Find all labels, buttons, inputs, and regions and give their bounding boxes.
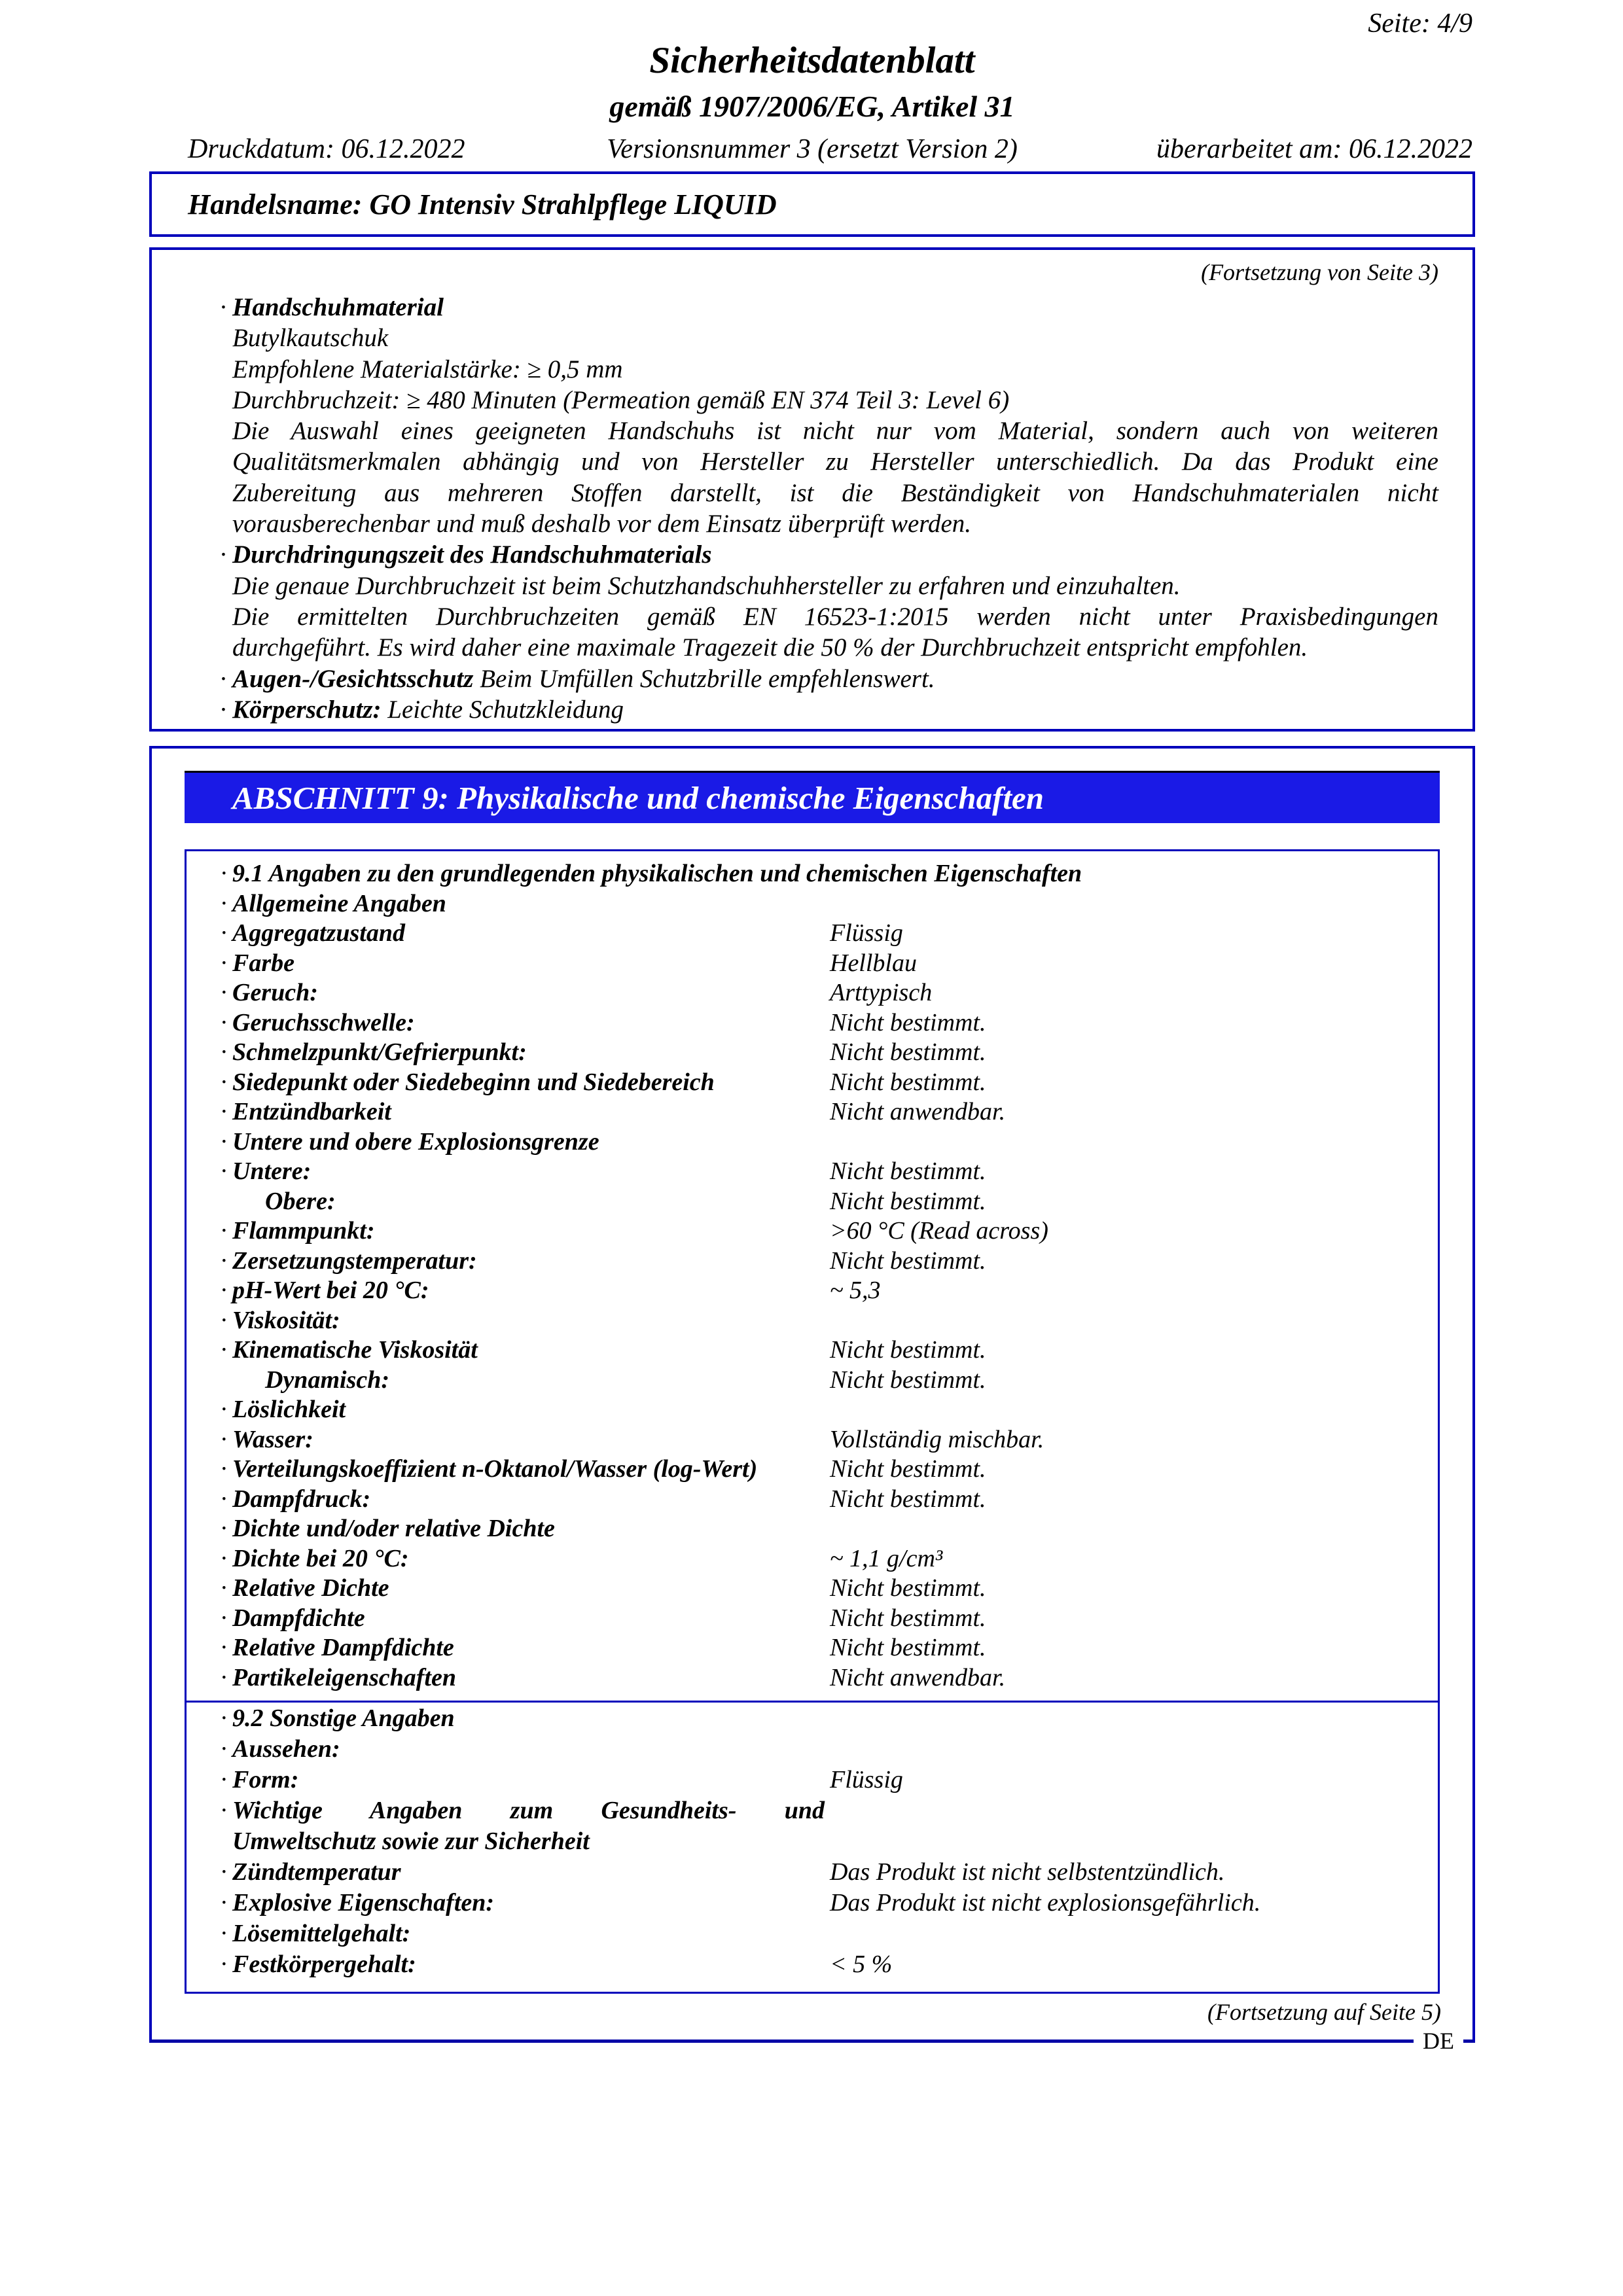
bullet-marker: ·	[221, 1038, 227, 1066]
property-label: Dampfdruck:	[232, 1485, 371, 1513]
bullet-marker: ·	[221, 1858, 227, 1886]
property-value: Das Produkt ist nicht explosionsgefährlich.	[830, 1889, 1261, 1916]
bullet-marker: ·	[221, 1735, 227, 1763]
line-text: Beim Umfüllen Schutzbrille empfehlenswert.	[473, 664, 935, 693]
bullet-marker: ·	[221, 1889, 227, 1916]
bullet-marker: ·	[220, 293, 226, 321]
property-row	[187, 1366, 1438, 1396]
property-label: 9.2 Sonstige Angaben	[232, 1704, 455, 1732]
line-label: Durchdringungszeit des Handschuhmaterials	[232, 540, 712, 569]
bullet-marker: ·	[221, 1396, 227, 1423]
document-title: Sicherheitsdatenblatt	[649, 40, 975, 81]
bullet-marker: ·	[220, 540, 226, 569]
text-line	[152, 571, 1472, 601]
property-label: Form:	[232, 1766, 299, 1793]
property-value: Nicht bestimmt.	[830, 1038, 986, 1066]
property-label: Relative Dampfdichte	[232, 1634, 454, 1661]
property-row	[187, 1246, 1438, 1277]
property-label: Untere:	[232, 1157, 312, 1185]
section-8-continuation-box	[149, 247, 1475, 732]
property-row	[187, 1765, 1438, 1795]
property-row	[187, 1703, 1438, 1734]
property-row	[187, 949, 1438, 979]
line-label: Handschuhmaterial	[232, 293, 444, 321]
property-label: Obere:	[265, 1187, 336, 1215]
property-value: Vollständig mischbar.	[830, 1425, 1044, 1453]
property-value: Arttypisch	[830, 979, 933, 1006]
bullet-marker: ·	[221, 889, 227, 917]
text-line	[152, 478, 1472, 508]
property-value: Nicht bestimmt.	[830, 1634, 986, 1661]
bullet-marker: ·	[221, 1098, 227, 1125]
property-value: Hellblau	[830, 949, 917, 977]
bullet-marker: ·	[221, 1951, 227, 1978]
property-row	[187, 1857, 1438, 1888]
property-row	[187, 978, 1438, 1008]
property-row	[187, 1425, 1438, 1455]
property-row	[187, 1888, 1438, 1918]
property-value: Nicht bestimmt.	[830, 1187, 986, 1215]
bullet-marker: ·	[221, 1425, 227, 1453]
property-label: Kinematische Viskosität	[232, 1336, 478, 1364]
property-value: Nicht bestimmt.	[830, 1455, 986, 1483]
continuation-to-note: (Fortsetzung auf Seite 5)	[1207, 1999, 1441, 2025]
property-label: Dampfdichte	[232, 1604, 365, 1632]
property-label: Lösemittelgehalt:	[232, 1920, 411, 1947]
line-label: Körperschutz:	[232, 695, 382, 724]
property-row	[187, 1455, 1438, 1485]
property-label: 9.1 Angaben zu den grundlegenden physikalischen und chemischen Eigenschaften	[232, 860, 1082, 887]
property-row	[187, 1127, 1438, 1157]
bullet-marker: ·	[221, 1515, 227, 1542]
bullet-marker: ·	[221, 1634, 227, 1661]
property-label: Aggregatzustand	[232, 919, 405, 947]
property-row	[187, 919, 1438, 949]
property-value: Nicht bestimmt.	[830, 1604, 986, 1632]
property-value: < 5 %	[830, 1951, 893, 1978]
bullet-marker: ·	[221, 919, 227, 947]
continuation-from-note: (Fortsetzung von Seite 3)	[1201, 259, 1438, 285]
bullet-marker: ·	[221, 1766, 227, 1793]
property-label: Zersetzungstemperatur:	[232, 1246, 477, 1275]
line-text: Die Auswahl eines geeigneten Handschuhs ist nicht nur vom Material, sondern auch von weiteren	[232, 417, 1438, 446]
text-line	[152, 385, 1472, 415]
bullet-marker: ·	[221, 1704, 227, 1732]
bullet-marker: ·	[221, 1246, 227, 1275]
property-label: Wasser:	[232, 1425, 313, 1453]
property-row	[187, 1216, 1438, 1246]
bullet-marker: ·	[221, 1127, 227, 1156]
property-value: Nicht bestimmt.	[830, 1068, 986, 1096]
property-label: Wichtige Angaben zum Gesundheits- und	[232, 1797, 825, 1824]
line-text: Empfohlene Materialstärke: ≥ 0,5 mm	[232, 355, 623, 383]
language-marker: DE	[1414, 2027, 1463, 2055]
property-value: Nicht bestimmt.	[830, 1246, 986, 1275]
trade-name-box	[149, 171, 1475, 237]
line-text: durchgeführt. Es wird daher eine maximale Tragezeit die 50 % der Durchbruchzeit entspricht empfohlen.	[232, 633, 1308, 662]
page-number: Seite: 4/9	[1368, 9, 1472, 39]
text-line	[152, 323, 1472, 353]
property-label: Geruchsschwelle:	[232, 1008, 415, 1036]
bullet-marker: ·	[221, 1485, 227, 1513]
subsection-9-1-box	[185, 849, 1440, 1703]
bullet-marker: ·	[221, 1217, 227, 1245]
property-value: Nicht bestimmt.	[830, 1336, 986, 1364]
property-row	[187, 1918, 1438, 1949]
property-row	[187, 1335, 1438, 1366]
property-row	[187, 1663, 1438, 1693]
property-label: Aussehen:	[232, 1735, 340, 1763]
text-line	[152, 694, 1472, 725]
property-row	[187, 1485, 1438, 1515]
line-text: Zubereitung aus mehreren Stoffen darstellt, ist die Beständigkeit von Handschuhmaterialen nicht	[232, 478, 1438, 507]
property-label: Partikeleigenschaften	[232, 1663, 456, 1691]
property-value: Nicht anwendbar.	[830, 1098, 1006, 1125]
bullet-marker: ·	[221, 860, 227, 887]
line-text: Durchbruchzeit: ≥ 480 Minuten (Permeation gemäß EN 374 Teil 3: Level 6)	[232, 385, 1010, 414]
property-label: Zündtemperatur	[232, 1858, 401, 1886]
property-row	[187, 889, 1438, 919]
bullet-marker: ·	[221, 1544, 227, 1572]
bullet-marker: ·	[221, 1157, 227, 1185]
bullet-marker: ·	[221, 1663, 227, 1691]
bullet-marker: ·	[221, 1277, 227, 1304]
property-row	[187, 1276, 1438, 1306]
text-line	[152, 415, 1472, 446]
property-row	[187, 1038, 1438, 1068]
text-line	[152, 292, 1472, 323]
text-line	[152, 539, 1472, 570]
property-row	[187, 1514, 1438, 1544]
property-value: ~ 1,1 g/cm³	[830, 1544, 943, 1572]
property-row	[187, 1097, 1438, 1127]
property-value: Nicht bestimmt.	[830, 1574, 986, 1602]
section-8-lines	[152, 292, 1472, 725]
bullet-marker: ·	[221, 979, 227, 1006]
property-label: Schmelzpunkt/Gefrierpunkt:	[232, 1038, 527, 1066]
property-value: Flüssig	[830, 919, 903, 947]
bullet-marker: ·	[220, 695, 226, 724]
property-label: Allgemeine Angaben	[232, 889, 446, 917]
subsection-9-2-box	[185, 1701, 1440, 1994]
property-label: Untere und obere Explosionsgrenze	[232, 1127, 599, 1156]
property-row	[187, 1574, 1438, 1604]
property-label: Siedepunkt oder Siedebeginn und Siedebereich	[232, 1068, 715, 1096]
property-value: Nicht anwendbar.	[830, 1663, 1006, 1691]
text-line	[152, 632, 1472, 663]
property-row	[187, 1949, 1438, 1980]
property-value: Nicht bestimmt.	[830, 1485, 986, 1513]
section-9-title: ABSCHNITT 9: Physikalische und chemische Eigenschaften	[232, 780, 1044, 816]
bullet-marker: ·	[221, 1797, 227, 1824]
property-row	[187, 1187, 1438, 1217]
text-line	[152, 663, 1472, 694]
line-text: Die ermittelten Durchbruchzeiten gemäß EN 16523-1:2015 werden nicht unter Praxisbedingungen	[232, 602, 1438, 631]
line-text: Qualitätsmerkmalen abhängig und von Hersteller zu Hersteller unterschiedlich. Da das Produkt eine	[232, 448, 1438, 476]
property-label: Viskosität:	[232, 1306, 340, 1334]
property-label: Relative Dichte	[232, 1574, 389, 1602]
line-text: Leichte Schutzkleidung	[381, 695, 624, 724]
property-value: Nicht bestimmt.	[830, 1366, 986, 1394]
property-row	[187, 1604, 1438, 1634]
bullet-marker: ·	[221, 1455, 227, 1483]
property-label: Geruch:	[232, 979, 318, 1006]
bullet-marker: ·	[221, 1306, 227, 1334]
property-label: Flammpunkt:	[232, 1217, 375, 1245]
line-text: Die genaue Durchbruchzeit ist beim Schutzhandschuhhersteller zu erfahren und einzuhalten.	[232, 571, 1181, 600]
property-value: Nicht bestimmt.	[830, 1008, 986, 1036]
document-subtitle: gemäß 1907/2006/EG, Artikel 31	[609, 90, 1015, 123]
property-row	[187, 1826, 1438, 1857]
property-label: Löslichkeit	[232, 1396, 346, 1423]
property-row	[187, 1544, 1438, 1574]
revision-date: überarbeitet am: 06.12.2022	[1156, 134, 1472, 164]
document-meta-row	[149, 133, 1475, 166]
property-row	[187, 1306, 1438, 1336]
text-line	[152, 446, 1472, 477]
property-value: Flüssig	[830, 1766, 903, 1793]
bullet-marker: ·	[221, 1008, 227, 1036]
line-text: vorausberechenbar und muß deshalb vor dem Einsatz überprüft werden.	[232, 510, 972, 539]
line-text: Butylkautschuk	[232, 324, 389, 353]
property-row	[187, 1068, 1438, 1098]
section-9-banner	[185, 771, 1440, 823]
property-label: Dichte und/oder relative Dichte	[232, 1515, 555, 1542]
property-label: Festkörpergehalt:	[232, 1951, 416, 1978]
text-line	[152, 601, 1472, 632]
text-line	[152, 354, 1472, 385]
bullet-marker: ·	[221, 1336, 227, 1364]
property-label: Explosive Eigenschaften:	[232, 1889, 495, 1916]
print-date: Druckdatum: 06.12.2022	[188, 134, 465, 164]
property-label: Dynamisch:	[265, 1366, 389, 1394]
property-row	[187, 1008, 1438, 1038]
bullet-marker: ·	[221, 1068, 227, 1096]
bullet-marker: ·	[220, 664, 226, 693]
property-value: ~ 5,3	[830, 1277, 881, 1304]
property-label: Umweltschutz sowie zur Sicherheit	[232, 1828, 590, 1855]
bullet-marker: ·	[221, 1604, 227, 1632]
property-label: Dichte bei 20 °C:	[232, 1544, 409, 1572]
property-row	[187, 1395, 1438, 1425]
property-row	[187, 1795, 1438, 1826]
trade-name: Handelsname: GO Intensiv Strahlpflege LIQUID	[188, 188, 777, 221]
property-label: Verteilungskoeffizient n-Oktanol/Wasser (log-Wert)	[232, 1455, 758, 1483]
property-row	[187, 1734, 1438, 1765]
property-label: Entzündbarkeit	[232, 1098, 391, 1125]
bullet-marker: ·	[221, 1920, 227, 1947]
property-row	[187, 1633, 1438, 1663]
property-value: Das Produkt ist nicht selbstentzündlich.	[830, 1858, 1225, 1886]
property-label: pH-Wert bei 20 °C:	[232, 1277, 429, 1304]
property-row	[187, 1157, 1438, 1187]
bullet-marker: ·	[221, 1574, 227, 1602]
property-label: Farbe	[232, 949, 294, 977]
property-value: Nicht bestimmt.	[830, 1157, 986, 1185]
property-row	[187, 859, 1438, 889]
text-line	[152, 508, 1472, 539]
bullet-marker: ·	[221, 949, 227, 977]
section-9-box	[149, 746, 1475, 2043]
line-label: Augen-/Gesichtsschutz	[232, 664, 474, 693]
version-number: Versionsnummer 3 (ersetzt Version 2)	[607, 134, 1018, 164]
property-value: >60 °C (Read across)	[830, 1217, 1048, 1245]
